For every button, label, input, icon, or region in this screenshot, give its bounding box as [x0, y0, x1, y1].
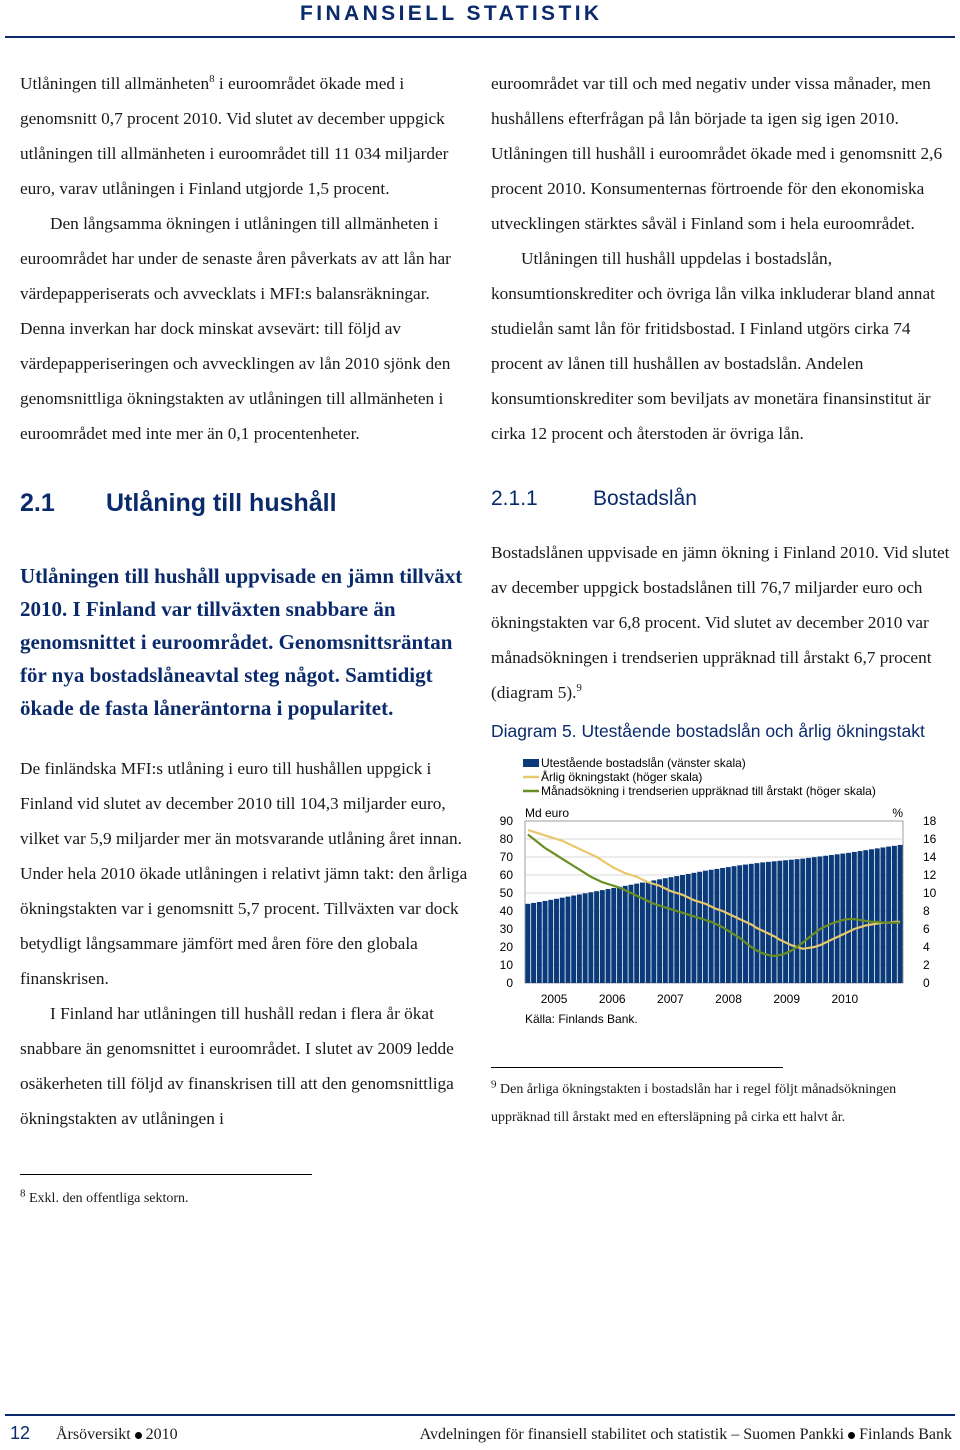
bar-loans-outstanding — [766, 862, 771, 983]
left-column — [20, 66, 475, 1213]
right-tick-label: 10 — [923, 886, 937, 900]
page-header-title: FINANSIELL STATISTIK — [300, 2, 603, 25]
page-number: 12 — [10, 1423, 31, 1443]
bar-loans-outstanding — [691, 873, 696, 983]
bar-loans-outstanding — [835, 854, 840, 983]
bar-loans-outstanding — [611, 888, 616, 983]
footer-department: Avdelningen för finansiell stabilitet och statistik — [419, 1426, 728, 1443]
bar-loans-outstanding — [812, 857, 817, 983]
bar-loans-outstanding — [817, 856, 822, 983]
bar-loans-outstanding — [606, 889, 611, 983]
footnote-ref-9[interactable]: 9 — [576, 682, 582, 695]
right-paragraph-1: euroområdet var till och med negativ under vissa månader, men hushållens efterfrågan på lån började ta igen sig igen 2010. Utlåningen till hushåll i euroområdet ökade med i genomsnitt 2,6 procent 2010. Konsumenternas förtroende för den ekonomiska utvecklingen stärktes såväl i Finland som i hela euroområdet. — [491, 74, 943, 233]
bar-loans-outstanding — [852, 852, 857, 983]
bar-loans-outstanding — [646, 881, 651, 983]
left-tick-label: 20 — [499, 940, 513, 954]
footnote-9-text: Den årliga ökningstakten i bostadslån har i regel följt månadsökningen uppräknad till årstakt med en eftersläpning på cirka ett halvt år. — [491, 1082, 897, 1125]
left-paragraph-3: De finländska MFI:s utlåning i euro till hushållen uppgick i Finland vid slutet av december 2010 till 104,3 miljarder euro, vilket var 5,9 miljarder mer än motsvarande utlåning året innan. Under hela 2010 ökade utlåningen i relativt jämn takt: den årliga ökningstakten var i genomsnitt 5,7 procent. Tillväxten var dock betydligt långsammare jämfört med åren före den globala finanskrisen. — [20, 759, 468, 988]
footnote-ref-8[interactable]: 8 — [209, 73, 215, 86]
bar-loans-outstanding — [829, 855, 834, 983]
header-divider — [5, 36, 955, 38]
right-tick-label: 4 — [923, 940, 930, 954]
bar-loans-outstanding — [754, 863, 759, 983]
bar-loans-outstanding — [628, 885, 633, 983]
left-tick-label: 30 — [499, 922, 513, 936]
right-tick-label: 18 — [923, 814, 937, 828]
chart-bars — [525, 845, 902, 983]
bar-loans-outstanding — [565, 897, 570, 983]
bar-loans-outstanding — [560, 898, 565, 983]
bar-loans-outstanding — [623, 886, 628, 983]
bar-loans-outstanding — [686, 874, 691, 983]
bar-loans-outstanding — [823, 856, 828, 983]
bar-loans-outstanding — [657, 879, 662, 983]
bullet-dot-icon — [848, 1432, 855, 1439]
section-lead: Utlåningen till hushåll uppvisade en jämn tillväxt 2010. I Finland var tillväxten snabbare än genomsnittet i euroområdet. Genomsnittsräntan för nya bostadslåneavtal steg något. Samtidigt ökade de fasta låneräntorna i popularitet. — [20, 564, 463, 720]
bar-loans-outstanding — [697, 872, 702, 983]
footnote-divider — [20, 1174, 312, 1175]
bar-loans-outstanding — [846, 853, 851, 983]
left-paragraph-1-start: Utlåningen till allmänheten — [20, 74, 210, 93]
footer-bank-fi: Suomen Pankki — [743, 1426, 845, 1443]
bar-loans-outstanding — [588, 892, 593, 983]
footnote-8 — [20, 1185, 475, 1213]
bar-loans-outstanding — [663, 878, 668, 983]
bar-loans-outstanding — [760, 862, 765, 983]
bar-loans-outstanding — [594, 891, 599, 983]
bar-loans-outstanding — [583, 893, 588, 983]
left-tick-label: 40 — [499, 904, 513, 918]
footnote-9-divider — [491, 1067, 783, 1068]
left-paragraph-4: I Finland har utlåningen till hushåll redan i flera år ökat snabbare än genomsnittet i euroområdet. I slutet av 2009 ledde osäkerheten till följd av finanskrisen till att den genomsnittliga ökningstakten av utlåningen i — [20, 1004, 454, 1128]
bar-loans-outstanding — [577, 894, 582, 983]
x-tick-label: 2010 — [831, 992, 859, 1006]
left-tick-label: 10 — [499, 958, 513, 972]
bar-loans-outstanding — [680, 875, 685, 983]
bar-loans-outstanding — [795, 859, 800, 983]
footnote-9 — [491, 1076, 951, 1132]
bar-loans-outstanding — [726, 867, 731, 983]
right-paragraph-3-text: Bostadslånen uppvisade en jämn ökning i Finland 2010. Vid slutet av december uppgick bostadslånen till 76,7 miljarder euro och ökningstakten var 6,8 procent. Vid slutet av december 2010 var månadsökningen i trendserien uppräknad till årstakt 6,7 procent (diagram 5). — [491, 543, 950, 702]
bar-loans-outstanding — [703, 871, 708, 983]
right-tick-label: 16 — [923, 832, 937, 846]
x-tick-label: 2005 — [540, 992, 568, 1006]
bar-loans-outstanding — [531, 903, 536, 983]
section-number: 2.1 — [20, 489, 55, 517]
footer-year: 2010 — [145, 1426, 178, 1443]
right-column — [491, 66, 951, 1132]
bar-loans-outstanding — [806, 858, 811, 983]
left-tick-label: 0 — [506, 976, 513, 990]
right-tick-label: 6 — [923, 922, 930, 936]
bar-loans-outstanding — [898, 845, 903, 983]
bar-loans-outstanding — [800, 859, 805, 983]
bar-loans-outstanding — [777, 861, 782, 983]
footer-right: Avdelningen för finansiell stabilitet och statistik – Suomen Pankki Finlands Bank — [419, 1426, 952, 1443]
chart-source: Källa: Finlands Bank. — [525, 1012, 638, 1026]
bar-loans-outstanding — [537, 902, 542, 983]
bar-loans-outstanding — [669, 877, 674, 983]
chart-diagram-5 — [491, 755, 951, 1055]
subsection-number: 2.1.1 — [491, 487, 538, 510]
footer-bank-sv: Finlands Bank — [859, 1426, 952, 1443]
right-tick-label: 8 — [923, 904, 930, 918]
left-paragraph-2: Den långsamma ökningen i utlåningen till allmänheten i euroområdet har under de senaste åren påverkats av att lån har värdepapperiserats och avvecklats i MFI:s balansräkningar. Denna inverkan har dock minskat avsevärt: till följd av värdepapperiseringen och avvecklingen av lån 2010 sjönk den genomsnittliga ökningstakten av utlåningen till allmänheten i euroområdet med inte mer än 0,1 procentenheter. — [20, 214, 451, 443]
legend-label-0: Utestående bostadslån (vänster skala) — [541, 756, 746, 770]
bar-loans-outstanding — [651, 880, 656, 983]
legend-label-1: Årlig ökningstakt (höger skala) — [541, 770, 703, 784]
left-paragraph-1-rest: i euroområdet ökade med i genomsnitt 0,7 procent 2010. Vid slutet av december uppgick utlåningen till allmänheten i euroområdet till 11 034 miljarder euro, varav utlåningen i Finland utgjorde 1,5 procent. — [20, 74, 449, 198]
x-tick-label: 2008 — [715, 992, 742, 1006]
bar-loans-outstanding — [886, 847, 891, 983]
bar-loans-outstanding — [617, 887, 622, 983]
footer-divider — [5, 1414, 955, 1416]
right-paragraph-3 — [491, 535, 951, 710]
bar-loans-outstanding — [600, 890, 605, 983]
bar-loans-outstanding — [554, 899, 559, 983]
section-heading-2-1 — [20, 489, 475, 518]
chart-legend — [523, 756, 876, 798]
footer-left — [56, 1426, 178, 1444]
bar-loans-outstanding — [783, 860, 788, 983]
bar-loans-outstanding — [858, 851, 863, 983]
left-tick-label: 70 — [499, 850, 513, 864]
left-tick-label: 90 — [499, 814, 513, 828]
left-tick-label: 60 — [499, 868, 513, 882]
bullet-dot-icon — [135, 1432, 142, 1439]
bar-loans-outstanding — [869, 849, 874, 983]
x-tick-label: 2006 — [598, 992, 626, 1006]
bar-loans-outstanding — [525, 904, 530, 983]
bar-loans-outstanding — [548, 900, 553, 983]
bar-loans-outstanding — [840, 854, 845, 983]
chart-title: Diagram 5. Utestående bostadslån och årlig ökningstakt — [491, 721, 925, 741]
right-tick-label: 2 — [923, 958, 930, 972]
left-axis-unit: Md euro — [525, 806, 570, 820]
right-axis-unit: % — [892, 806, 903, 820]
bar-loans-outstanding — [709, 870, 714, 983]
left-paragraph-1 — [20, 66, 475, 206]
bar-loans-outstanding — [732, 866, 737, 983]
x-tick-label: 2007 — [657, 992, 684, 1006]
bar-loans-outstanding — [543, 901, 548, 983]
bar-loans-outstanding — [634, 884, 639, 983]
bar-loans-outstanding — [737, 865, 742, 983]
legend-swatch-bars — [523, 759, 539, 767]
subsection-title: Bostadslån — [593, 487, 697, 510]
right-tick-label: 14 — [923, 850, 937, 864]
right-tick-label: 12 — [923, 868, 937, 882]
x-tick-label: 2009 — [773, 992, 801, 1006]
footnote-8-text: Exkl. den offentliga sektorn. — [25, 1191, 189, 1206]
left-tick-label: 80 — [499, 832, 513, 846]
right-tick-label: 0 — [923, 976, 930, 990]
bar-loans-outstanding — [875, 848, 880, 983]
bar-loans-outstanding — [880, 847, 885, 983]
bar-loans-outstanding — [571, 896, 576, 983]
right-paragraph-2: Utlåningen till hushåll uppdelas i bostadslån, konsumtionskrediter och övriga lån vilka inkluderar bland annat studielån samt lån för fritidsbostad. I Finland utgörs cirka 74 procent av lånen till hushållen av bostadslån. Andelen konsumtionskrediter som beviljats av monetära finansinstitut är cirka 12 procent och återstoden är övriga lån. — [491, 249, 935, 443]
footnote-8-number: 8 — [20, 1187, 26, 1200]
bar-loans-outstanding — [789, 860, 794, 983]
section-heading-2-1-1 — [491, 487, 951, 511]
bar-loans-outstanding — [863, 850, 868, 983]
bar-loans-outstanding — [772, 861, 777, 983]
left-tick-label: 50 — [499, 886, 513, 900]
footer-publication: Årsöversikt — [56, 1426, 131, 1443]
bar-loans-outstanding — [892, 846, 897, 983]
footnote-9-number: 9 — [491, 1078, 497, 1091]
section-title: Utlåning till hushåll — [106, 489, 337, 517]
legend-label-2: Månadsökning i trendserien uppräknad till årstakt (höger skala) — [541, 784, 876, 798]
